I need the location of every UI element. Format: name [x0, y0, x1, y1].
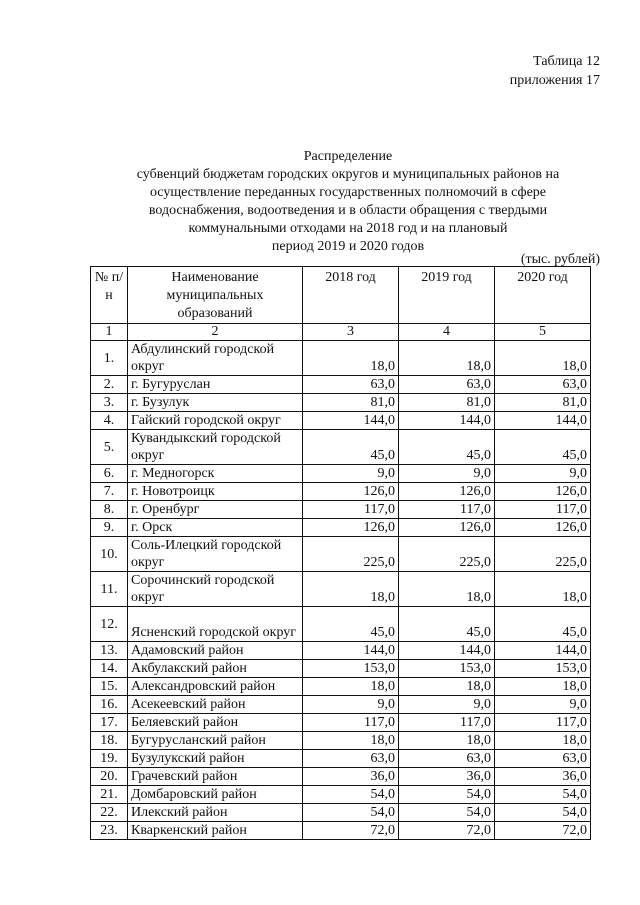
row-number: 7.: [91, 483, 128, 501]
municipality-name: Бузулукский район: [128, 750, 303, 768]
table-row: [91, 572, 591, 607]
row-number: 1.: [91, 341, 128, 376]
row-number: 12.: [91, 607, 128, 642]
column-index: 2: [128, 324, 303, 341]
row-number: 14.: [91, 660, 128, 678]
row-number: 20.: [91, 768, 128, 786]
value-2020: 225,0: [495, 537, 591, 572]
row-number: 6.: [91, 465, 128, 483]
value-2019: 9,0: [399, 696, 495, 714]
value-2018: 126,0: [303, 483, 399, 501]
table-row: [91, 376, 591, 394]
table-row: [91, 696, 591, 714]
title-line: коммунальными отходами на 2018 год и на плановый: [188, 221, 508, 236]
value-2020: 18,0: [495, 572, 591, 607]
municipality-name: Ясненский городской округ: [128, 607, 303, 642]
municipality-name: г. Бугуруслан: [128, 376, 303, 394]
value-2019: 45,0: [399, 607, 495, 642]
value-2020: 45,0: [495, 607, 591, 642]
municipality-name: г. Орск: [128, 519, 303, 537]
row-number: 19.: [91, 750, 128, 768]
table-row: [91, 678, 591, 696]
value-2020: 18,0: [495, 341, 591, 376]
table-row: [91, 750, 591, 768]
table-row: [91, 822, 591, 840]
appendix-number: приложения 17: [509, 73, 600, 88]
row-number: 4.: [91, 412, 128, 430]
table-number: Таблица 12: [533, 54, 600, 69]
value-2019: 126,0: [399, 519, 495, 537]
table-row: [91, 341, 591, 376]
value-2018: 9,0: [303, 465, 399, 483]
row-number: 13.: [91, 642, 128, 660]
value-2020: 81,0: [495, 394, 591, 412]
table-row: [91, 732, 591, 750]
column-index-row: [91, 324, 591, 341]
title-line: водоснабжения, водоотведения и в области обращения с твердыми: [148, 203, 548, 218]
value-2018: 153,0: [303, 660, 399, 678]
units-label: (тыс. рублей): [520, 252, 600, 267]
table-row: [91, 430, 591, 465]
row-number: 22.: [91, 804, 128, 822]
table-row: [91, 607, 591, 642]
value-2019: 81,0: [399, 394, 495, 412]
value-2020: 126,0: [495, 483, 591, 501]
value-2020: 54,0: [495, 804, 591, 822]
table-row: [91, 483, 591, 501]
value-2019: 117,0: [399, 501, 495, 519]
municipality-name: Александровский район: [128, 678, 303, 696]
value-2018: 144,0: [303, 642, 399, 660]
value-2019: 18,0: [399, 732, 495, 750]
value-2019: 54,0: [399, 786, 495, 804]
column-header-number: № п/н: [91, 267, 128, 324]
table-row: [91, 537, 591, 572]
value-2020: 72,0: [495, 822, 591, 840]
row-number: 17.: [91, 714, 128, 732]
table-row: [91, 642, 591, 660]
value-2019: 225,0: [399, 537, 495, 572]
municipality-name: г. Новотроицк: [128, 483, 303, 501]
row-number: 10.: [91, 537, 128, 572]
value-2018: 126,0: [303, 519, 399, 537]
value-2019: 144,0: [399, 412, 495, 430]
value-2018: 63,0: [303, 376, 399, 394]
value-2018: 72,0: [303, 822, 399, 840]
table-row: [91, 786, 591, 804]
table-body: [91, 341, 591, 840]
value-2019: 63,0: [399, 376, 495, 394]
value-2019: 153,0: [399, 660, 495, 678]
row-number: 18.: [91, 732, 128, 750]
table-row: [91, 519, 591, 537]
municipality-name: Кваркенский район: [128, 822, 303, 840]
column-index: 5: [495, 324, 591, 341]
value-2020: 117,0: [495, 714, 591, 732]
municipality-name: Сорочинский городской округ: [128, 572, 303, 607]
municipality-name: Акбулакский район: [128, 660, 303, 678]
municipality-name: Асекеевский район: [128, 696, 303, 714]
value-2018: 54,0: [303, 804, 399, 822]
value-2019: 144,0: [399, 642, 495, 660]
value-2018: 117,0: [303, 501, 399, 519]
value-2020: 9,0: [495, 465, 591, 483]
municipality-name: Бугурусланский район: [128, 732, 303, 750]
municipality-name: Илекский район: [128, 804, 303, 822]
value-2019: 45,0: [399, 430, 495, 465]
row-number: 8.: [91, 501, 128, 519]
municipality-name: Кувандыкский городской округ: [128, 430, 303, 465]
table-row: [91, 768, 591, 786]
column-index: 4: [399, 324, 495, 341]
column-header-2019: 2019 год: [399, 267, 495, 324]
column-header-2020: 2020 год: [495, 267, 591, 324]
value-2019: 72,0: [399, 822, 495, 840]
value-2018: 18,0: [303, 572, 399, 607]
value-2020: 63,0: [495, 750, 591, 768]
value-2018: 144,0: [303, 412, 399, 430]
value-2019: 9,0: [399, 465, 495, 483]
municipality-name: Абдулинский городской округ: [128, 341, 303, 376]
table-row: [91, 714, 591, 732]
value-2020: 126,0: [495, 519, 591, 537]
value-2018: 18,0: [303, 341, 399, 376]
value-2019: 18,0: [399, 572, 495, 607]
municipality-name: Соль-Илецкий городской округ: [128, 537, 303, 572]
municipality-name: г. Оренбург: [128, 501, 303, 519]
row-number: 23.: [91, 822, 128, 840]
table-row: [91, 394, 591, 412]
row-number: 16.: [91, 696, 128, 714]
value-2020: 18,0: [495, 678, 591, 696]
value-2019: 126,0: [399, 483, 495, 501]
value-2020: 54,0: [495, 786, 591, 804]
value-2020: 144,0: [495, 642, 591, 660]
title-line: период 2019 и 2020 годов: [271, 239, 425, 254]
row-number: 21.: [91, 786, 128, 804]
row-number: 15.: [91, 678, 128, 696]
value-2019: 36,0: [399, 768, 495, 786]
value-2018: 45,0: [303, 607, 399, 642]
value-2019: 18,0: [399, 341, 495, 376]
table-header-row: [91, 267, 591, 324]
value-2020: 18,0: [495, 732, 591, 750]
value-2019: 117,0: [399, 714, 495, 732]
value-2018: 45,0: [303, 430, 399, 465]
value-2018: 18,0: [303, 732, 399, 750]
value-2020: 153,0: [495, 660, 591, 678]
municipality-name: Беляевский район: [128, 714, 303, 732]
value-2020: 144,0: [495, 412, 591, 430]
title-line: осуществление переданных государственных полномочий в сфере: [149, 185, 547, 200]
value-2018: 54,0: [303, 786, 399, 804]
table-row: [91, 465, 591, 483]
title-line: субвенций бюджетам городских округов и муниципальных районов на: [136, 167, 560, 182]
value-2020: 45,0: [495, 430, 591, 465]
column-index: 3: [303, 324, 399, 341]
row-number: 11.: [91, 572, 128, 607]
document-title: [96, 148, 600, 256]
row-number: 9.: [91, 519, 128, 537]
municipality-name: г. Бузулук: [128, 394, 303, 412]
document-reference: [510, 52, 600, 90]
value-2019: 54,0: [399, 804, 495, 822]
value-2019: 63,0: [399, 750, 495, 768]
value-2018: 36,0: [303, 768, 399, 786]
distribution-table: [90, 266, 591, 840]
value-2018: 18,0: [303, 678, 399, 696]
value-2018: 9,0: [303, 696, 399, 714]
row-number: 2.: [91, 376, 128, 394]
value-2020: 63,0: [495, 376, 591, 394]
value-2020: 9,0: [495, 696, 591, 714]
municipality-name: Адамовский район: [128, 642, 303, 660]
row-number: 5.: [91, 430, 128, 465]
value-2018: 63,0: [303, 750, 399, 768]
municipality-name: г. Медногорск: [128, 465, 303, 483]
value-2020: 36,0: [495, 768, 591, 786]
municipality-name: Грачевский район: [128, 768, 303, 786]
row-number: 3.: [91, 394, 128, 412]
column-header-name: Наименование муниципальных образований: [128, 267, 303, 324]
table-row: [91, 660, 591, 678]
value-2018: 225,0: [303, 537, 399, 572]
column-header-2018: 2018 год: [303, 267, 399, 324]
value-2018: 117,0: [303, 714, 399, 732]
municipality-name: Гайский городской округ: [128, 412, 303, 430]
value-2020: 117,0: [495, 501, 591, 519]
table-row: [91, 804, 591, 822]
title-line: Распределение: [303, 149, 393, 164]
value-2018: 81,0: [303, 394, 399, 412]
table-row: [91, 501, 591, 519]
column-index: 1: [91, 324, 128, 341]
table-row: [91, 412, 591, 430]
value-2019: 18,0: [399, 678, 495, 696]
municipality-name: Домбаровский район: [128, 786, 303, 804]
